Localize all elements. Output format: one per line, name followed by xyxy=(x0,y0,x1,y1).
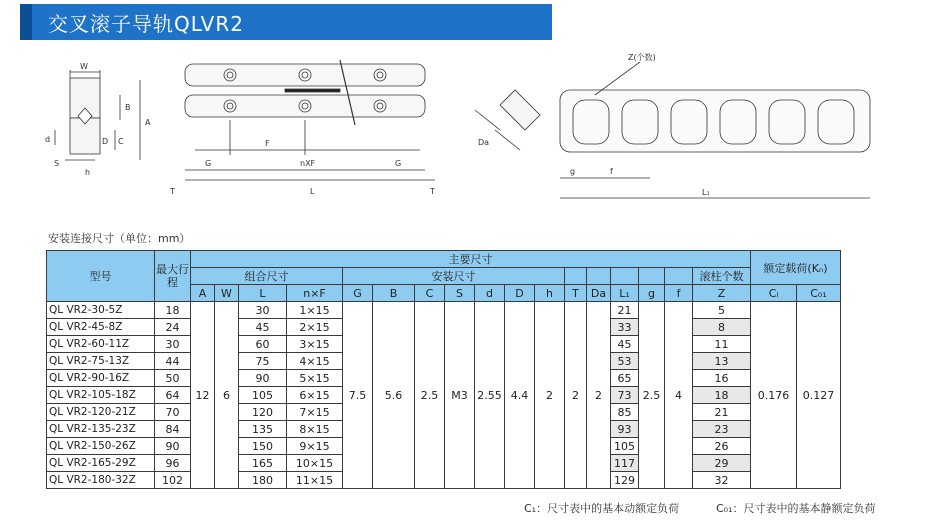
col-t: T xyxy=(565,285,587,302)
cell-g-small: 2.5 xyxy=(639,302,665,489)
cell-nf: 2×15 xyxy=(287,319,343,336)
col-f-small: f xyxy=(665,285,693,302)
cell-z: 13 xyxy=(693,353,751,370)
cell-l: 150 xyxy=(239,438,287,455)
cell-nf: 4×15 xyxy=(287,353,343,370)
cell-model: QL VR2-120-21Z xyxy=(47,404,155,421)
col-c: C xyxy=(415,285,445,302)
cell-l: 120 xyxy=(239,404,287,421)
cell-g: 7.5 xyxy=(343,302,373,489)
dim-z: Z(个数) xyxy=(628,53,656,62)
col-da: Da xyxy=(587,285,611,302)
cell-stroke: 70 xyxy=(155,404,191,421)
cell-stroke: 44 xyxy=(155,353,191,370)
cell-b: 5.6 xyxy=(373,302,415,489)
cell-l1: 105 xyxy=(611,438,639,455)
cell-t: 2 xyxy=(565,302,587,489)
roller-detail-drawing xyxy=(475,90,540,150)
dim-d-big: D xyxy=(102,137,109,146)
cell-stroke: 50 xyxy=(155,370,191,387)
dim-g-small: g xyxy=(570,167,576,176)
col-l: L xyxy=(239,285,287,302)
cell-nf: 5×15 xyxy=(287,370,343,387)
cell-model: QL VR2-180-32Z xyxy=(47,472,155,489)
cell-l: 165 xyxy=(239,455,287,472)
title-bar xyxy=(20,4,552,40)
cell-d-big: 4.4 xyxy=(505,302,535,489)
col-blank-t xyxy=(565,268,587,285)
cell-l: 75 xyxy=(239,353,287,370)
dim-l: L xyxy=(310,187,315,196)
cell-z: 23 xyxy=(693,421,751,438)
dim-g-left: G xyxy=(205,159,212,168)
page-title: 交叉滚子导轨QLVR2 xyxy=(48,11,244,36)
dim-t-left: T xyxy=(170,187,175,196)
cell-z: 21 xyxy=(693,404,751,421)
col-rated-load: 额定载荷(Kₙ) xyxy=(751,251,841,285)
dim-g-right: G xyxy=(395,159,402,168)
cell-stroke: 64 xyxy=(155,387,191,404)
dim-a: A xyxy=(145,118,151,127)
cell-c01: 0.127 xyxy=(797,302,841,489)
front-view-drawing xyxy=(169,60,435,196)
cell-stroke: 24 xyxy=(155,319,191,336)
cell-stroke: 84 xyxy=(155,421,191,438)
col-max-stroke: 最大行程 xyxy=(155,251,191,302)
cell-l: 105 xyxy=(239,387,287,404)
col-c01: C₀₁ xyxy=(797,285,841,302)
cell-c: 2.5 xyxy=(415,302,445,489)
cell-z: 8 xyxy=(693,319,751,336)
note-c1: C₁：尺寸表中的基本动额定负荷 xyxy=(524,502,680,515)
cell-l: 90 xyxy=(239,370,287,387)
note-c01: C₀₁：尺寸表中的基本静额定负荷 xyxy=(716,502,876,515)
cell-d-small: 2.55 xyxy=(475,302,505,489)
col-blank-da xyxy=(587,268,611,285)
spec-table-body xyxy=(47,302,841,489)
col-c1: Cₗ xyxy=(751,285,797,302)
cell-s: M3 xyxy=(445,302,475,489)
col-main-dims: 主要尺寸 xyxy=(191,251,751,268)
dim-c: C xyxy=(118,137,124,146)
cell-c1: 0.176 xyxy=(751,302,797,489)
dim-w: W xyxy=(80,62,88,71)
cell-model: QL VR2-90-16Z xyxy=(47,370,155,387)
dim-l1: L₁ xyxy=(702,188,710,197)
cell-l1: 45 xyxy=(611,336,639,353)
col-install: 安装尺寸 xyxy=(343,268,565,285)
dim-d-small: d xyxy=(45,135,51,144)
cell-nf: 9×15 xyxy=(287,438,343,455)
col-l1: L₁ xyxy=(611,285,639,302)
cell-model: QL VR2-135-23Z xyxy=(47,421,155,438)
cell-z: 18 xyxy=(693,387,751,404)
cage-drawing xyxy=(560,52,870,198)
col-g: G xyxy=(343,285,373,302)
cell-z: 11 xyxy=(693,336,751,353)
col-d-small: d xyxy=(475,285,505,302)
cell-l1: 85 xyxy=(611,404,639,421)
dim-f: F xyxy=(265,139,270,148)
dim-nxf: nXF xyxy=(300,159,316,168)
cell-l1: 65 xyxy=(611,370,639,387)
cell-nf: 11×15 xyxy=(287,472,343,489)
cell-l1: 53 xyxy=(611,353,639,370)
cell-nf: 8×15 xyxy=(287,421,343,438)
spec-table xyxy=(46,250,841,489)
cell-l1: 93 xyxy=(611,421,639,438)
cell-da: 2 xyxy=(587,302,611,489)
dim-h: h xyxy=(85,168,91,177)
table-row xyxy=(47,302,841,319)
dim-f-small: f xyxy=(610,167,613,176)
cell-z: 32 xyxy=(693,472,751,489)
col-assembly: 组合尺寸 xyxy=(191,268,343,285)
cell-nf: 1×15 xyxy=(287,302,343,319)
cross-section-drawing xyxy=(45,62,151,177)
cell-model: QL VR2-75-13Z xyxy=(47,353,155,370)
cell-a: 12 xyxy=(191,302,215,489)
technical-drawings xyxy=(0,50,925,210)
cell-stroke: 102 xyxy=(155,472,191,489)
col-roller-count: 滚柱个数 xyxy=(693,268,751,285)
cell-l: 60 xyxy=(239,336,287,353)
cell-stroke: 90 xyxy=(155,438,191,455)
cell-model: QL VR2-45-8Z xyxy=(47,319,155,336)
cell-l: 30 xyxy=(239,302,287,319)
dim-b: B xyxy=(125,103,131,112)
col-d-big: D xyxy=(505,285,535,302)
col-s: S xyxy=(445,285,475,302)
cell-nf: 3×15 xyxy=(287,336,343,353)
cell-nf: 10×15 xyxy=(287,455,343,472)
cell-z: 16 xyxy=(693,370,751,387)
col-model: 型号 xyxy=(47,251,155,302)
cell-z: 5 xyxy=(693,302,751,319)
col-blank-g xyxy=(639,268,665,285)
cell-l1: 33 xyxy=(611,319,639,336)
cell-nf: 6×15 xyxy=(287,387,343,404)
table-caption: 安装连接尺寸（单位：mm） xyxy=(48,232,191,245)
cell-w: 6 xyxy=(215,302,239,489)
col-b: B xyxy=(373,285,415,302)
cell-model: QL VR2-60-11Z xyxy=(47,336,155,353)
cell-model: QL VR2-30-5Z xyxy=(47,302,155,319)
cell-z: 29 xyxy=(693,455,751,472)
cell-l1: 21 xyxy=(611,302,639,319)
dim-s: S xyxy=(54,159,60,168)
col-nxf: n×F xyxy=(287,285,343,302)
cell-l1: 129 xyxy=(611,472,639,489)
cell-l1: 117 xyxy=(611,455,639,472)
col-z: Z xyxy=(693,285,751,302)
col-a: A xyxy=(191,285,215,302)
cell-l: 135 xyxy=(239,421,287,438)
cell-f-small: 4 xyxy=(665,302,693,489)
cell-l: 180 xyxy=(239,472,287,489)
col-h: h xyxy=(535,285,565,302)
col-g-small: g xyxy=(639,285,665,302)
dim-da: Da xyxy=(478,138,490,147)
cell-stroke: 96 xyxy=(155,455,191,472)
cell-l: 45 xyxy=(239,319,287,336)
dim-t-right: T xyxy=(430,187,435,196)
cell-model: QL VR2-165-29Z xyxy=(47,455,155,472)
cell-h: 2 xyxy=(535,302,565,489)
cell-stroke: 18 xyxy=(155,302,191,319)
cell-stroke: 30 xyxy=(155,336,191,353)
col-blank-l1 xyxy=(611,268,639,285)
col-blank-f xyxy=(665,268,693,285)
col-w: W xyxy=(215,285,239,302)
cell-model: QL VR2-105-18Z xyxy=(47,387,155,404)
cell-l1: 73 xyxy=(611,387,639,404)
cell-z: 26 xyxy=(693,438,751,455)
cell-model: QL VR2-150-26Z xyxy=(47,438,155,455)
cell-nf: 7×15 xyxy=(287,404,343,421)
